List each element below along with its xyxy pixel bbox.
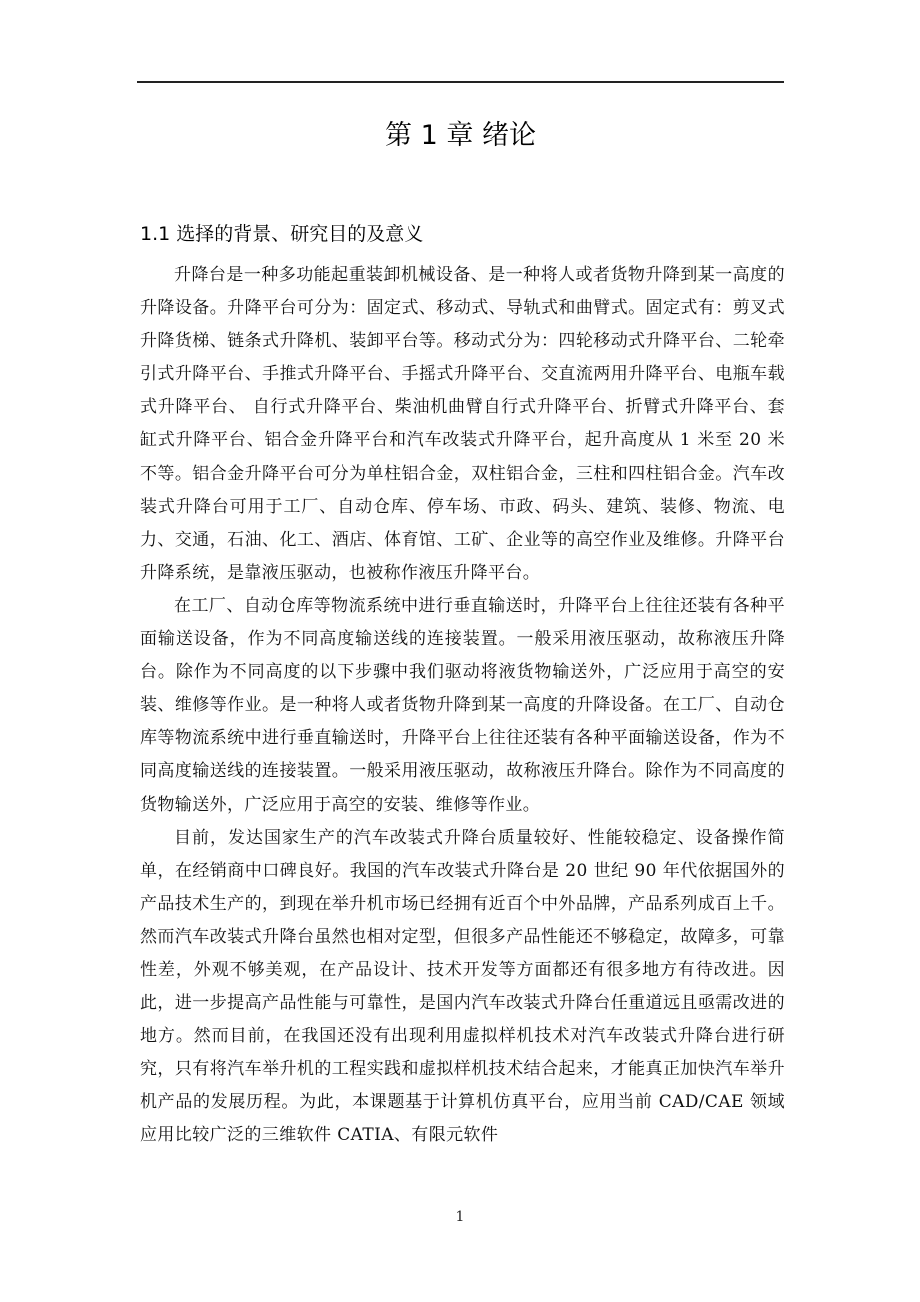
chapter-title: 第 1 章 绪论 — [385, 120, 536, 151]
paragraph-1: 升降台是一种多功能起重装卸机械设备、是一种将人或者货物升降到某一高度的升降设备。升降平台可分为：固定式、移动式、导轨式和曲臂式。固定式有：剪叉式升降货梯、链条式升降机、装卸平台等。移动式分为：四轮移动式升降平台、二轮牵引式升降平台、手推式升降平台、手摇式升降平台、交直流两用升降平台、电瓶车载式升降平台、 自行式升降平台、柴油机曲臂自行式升降平台、折臂式升降平台、套缸式升降平台、铝合金升降平台和汽车改装式升降平台，起升高度从 1 米至 20 米不等。铝合金升降平台可分为单柱铝合金，双柱铝合金，三柱和四柱铝合金。汽车改装式升降台可用于工厂、自动仓库、停车场、市政、码头、建筑、装修、物流、电力、交通，石油、化工、酒店、体育馆、工矿、企业等的高空作业及维修。升降平台升降系统，是靠液压驱动，也被称作液压升降平台。 — [140, 265, 785, 583]
paragraph-3: 目前，发达国家生产的汽车改装式升降台质量较好、性能较稳定、设备操作简单，在经销商中口碑良好。我国的汽车改装式升降台是 20 世纪 90 年代依据国外的产品技术生产的，到现在举升机市场已经拥有近百个中外品牌，产品系列成百上千。然而汽车改装式升降台虽然也相对定型，但很多产品性能还不够稳定，故障多，可靠性差，外观不够美观，在产品设计、技术开发等方面都还有很多地方有待改进。因此，进一步提高产品性能与可靠性，是国内汽车改装式升降台任重道远且亟需改进的地方。然而目前，在我国还没有出现利用虚拟样机技术对汽车改装式升降台进行研究，只有将汽车举升机的工程实践和虚拟样机技术结合起来，才能真正加快汽车举升机产品的发展历程。为此，本课题基于计算机仿真平台，应用当前 CAD/CAE 领域应用比较广泛的三维软件 CATIA、有限元软件 — [140, 827, 785, 1146]
section-heading: 1.1 选择的背景、研究目的及意义 — [140, 223, 424, 245]
header-rule — [137, 81, 784, 83]
body-text — [140, 259, 785, 1153]
paragraph-2: 在工厂、自动仓库等物流系统中进行垂直输送时，升降平台上往往还装有各种平面输送设备，作为不同高度输送线的连接装置。一般采用液压驱动，故称液压升降台。除作为不同高度的以下步骤中我们驱动将液货物输送外，广泛应用于高空的安装、维修等作业。是一种将人或者货物升降到某一高度的升降设备。在工厂、自动仓库等物流系统中进行垂直输送时，升降平台上往往还装有各种平面输送设备，作为不同高度输送线的连接装置。一般采用液压驱动，故称液压升降台。除作为不同高度的货物输送外，广泛应用于高空的安装、维修等作业。 — [140, 595, 785, 815]
page-number: 1 — [455, 1209, 465, 1225]
